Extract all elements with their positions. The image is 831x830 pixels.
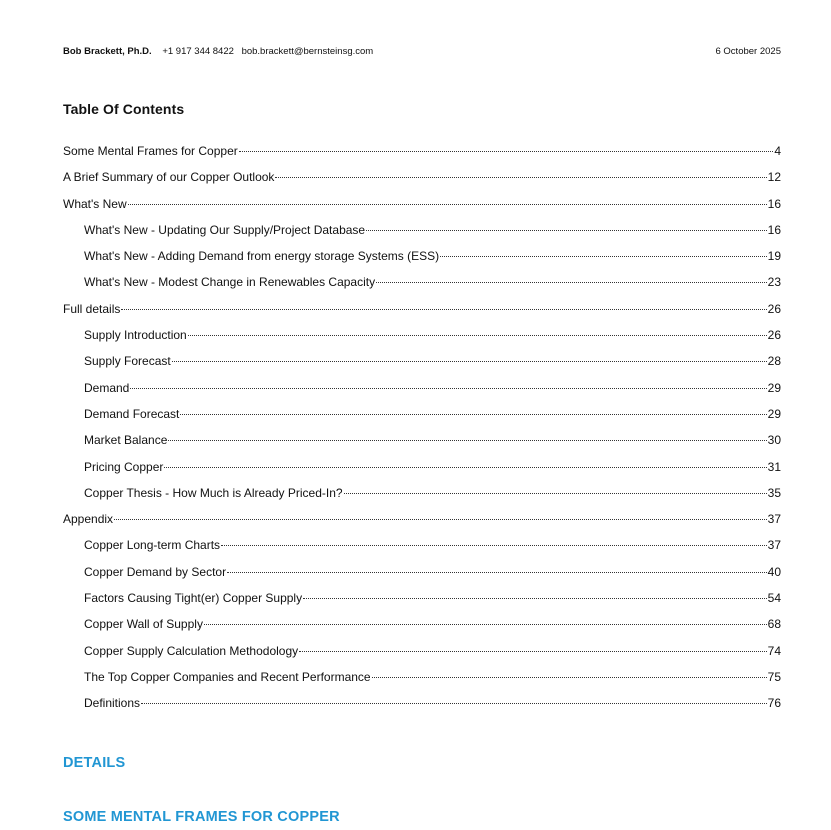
toc-entry-label: Copper Long-term Charts	[84, 538, 221, 553]
toc-entry-label: Demand	[84, 380, 130, 395]
toc-entry-page: 26	[767, 328, 781, 343]
toc-entry-label: Pricing Copper	[84, 459, 164, 474]
toc-entry-label: What's New - Adding Demand from energy storage Systems (ESS)	[84, 249, 440, 264]
toc-dot-leader	[172, 361, 767, 362]
toc-dot-leader	[440, 256, 767, 257]
section-heading-mental-frames: SOME MENTAL FRAMES FOR COPPER	[63, 809, 340, 825]
toc-entry[interactable]	[63, 143, 781, 169]
toc-entry-page: 74	[767, 643, 781, 658]
toc-entry[interactable]	[63, 511, 781, 537]
toc-entry-label: Supply Introduction	[84, 328, 187, 343]
toc-dot-leader	[227, 572, 767, 573]
toc-entry-label: What's New - Updating Our Supply/Project Database	[84, 222, 366, 237]
toc-dot-leader	[204, 624, 767, 625]
toc-entry-label: Some Mental Frames for Copper	[63, 144, 238, 158]
toc-entry-label: A Brief Summary of our Copper Outlook	[63, 170, 275, 185]
toc-entry-page: 16	[767, 222, 781, 237]
toc-entry-label: Demand Forecast	[84, 406, 180, 421]
toc-entry-page: 31	[767, 459, 781, 474]
toc-entry[interactable]	[63, 695, 781, 721]
toc-dot-leader	[221, 545, 767, 546]
toc-dot-leader	[299, 651, 767, 652]
toc-entry-label: Full details	[63, 301, 121, 316]
toc-dot-leader	[168, 440, 766, 441]
toc-dot-leader	[164, 467, 766, 468]
toc-entry-page: 75	[767, 669, 781, 684]
toc-entry[interactable]	[63, 459, 781, 485]
toc-entry-label: Appendix	[63, 512, 114, 527]
toc-entry-page: 29	[767, 406, 781, 421]
toc-dot-leader	[128, 204, 767, 205]
toc-entry[interactable]	[63, 406, 781, 432]
toc-entry-page: 68	[767, 617, 781, 632]
toc-entry-page: 54	[767, 591, 781, 606]
toc-dot-leader	[121, 309, 766, 310]
toc-entry-page: 76	[767, 696, 781, 711]
toc-entry[interactable]	[63, 327, 781, 353]
toc-entry-label: The Top Copper Companies and Recent Performance	[84, 669, 371, 684]
toc-dot-leader	[275, 177, 766, 178]
section-heading-details: DETAILS	[63, 755, 126, 771]
toc-entry[interactable]	[63, 353, 781, 379]
toc-entry-label: Factors Causing Tight(er) Copper Supply	[84, 591, 303, 606]
toc-entry-page: 16	[767, 196, 781, 211]
author-name: Bob Brackett, Ph.D.	[63, 46, 152, 57]
header-contact	[63, 46, 373, 58]
toc-entry-label: Copper Wall of Supply	[84, 617, 203, 632]
toc-dot-leader	[130, 388, 766, 389]
author-phone: +1 917 344 8422	[162, 46, 234, 57]
toc-entry-page: 23	[767, 275, 781, 290]
toc-entry-label: Copper Demand by Sector	[84, 564, 227, 579]
toc-entry-page: 40	[767, 564, 781, 579]
toc-dot-leader	[376, 282, 767, 283]
toc-entry[interactable]	[63, 564, 781, 590]
toc-entry-page: 35	[767, 485, 781, 500]
toc-entry[interactable]	[63, 248, 781, 274]
toc-entry-label: What's New - Modest Change in Renewables Capacity	[84, 275, 376, 290]
toc-title: Table Of Contents	[63, 101, 185, 117]
toc-entry-page: 30	[767, 433, 781, 448]
toc-entry[interactable]	[63, 222, 781, 248]
toc-entry-page: 4	[774, 144, 781, 158]
toc-entry-page: 37	[767, 538, 781, 553]
toc-entry-label: Copper Thesis - How Much is Already Priced-In?	[84, 485, 343, 500]
toc-dot-leader	[366, 230, 767, 231]
toc-entry-label: Definitions	[84, 696, 141, 711]
toc-entry[interactable]	[63, 169, 781, 195]
toc-entry-label: Copper Supply Calculation Methodology	[84, 643, 299, 658]
toc-dot-leader	[372, 677, 767, 678]
toc-entry-page: 37	[767, 512, 781, 527]
toc-dot-leader	[180, 414, 766, 415]
toc-entry-page: 26	[767, 301, 781, 316]
toc-entry[interactable]	[63, 274, 781, 300]
toc-dot-leader	[114, 519, 767, 520]
toc-entry-page: 28	[767, 354, 781, 369]
toc-entry-page: 12	[767, 170, 781, 185]
toc-entry-label: Market Balance	[84, 433, 168, 448]
toc-entry[interactable]	[63, 380, 781, 406]
toc-entry[interactable]	[63, 485, 781, 511]
toc-entry-label: Supply Forecast	[84, 354, 171, 369]
toc-entry-page: 29	[767, 380, 781, 395]
toc-entry[interactable]	[63, 616, 781, 642]
toc-entry[interactable]	[63, 301, 781, 327]
toc-dot-leader	[303, 598, 767, 599]
toc-dot-leader	[188, 335, 767, 336]
table-of-contents	[63, 143, 781, 722]
toc-entry[interactable]	[63, 196, 781, 222]
toc-entry-label: What's New	[63, 196, 127, 211]
toc-dot-leader	[239, 151, 774, 152]
toc-dot-leader	[344, 493, 767, 494]
toc-entry[interactable]	[63, 590, 781, 616]
author-email[interactable]: bob.brackett@bernsteinsg.com	[241, 46, 374, 57]
toc-entry[interactable]	[63, 537, 781, 563]
page-header	[63, 46, 781, 58]
toc-entry[interactable]	[63, 432, 781, 458]
toc-entry[interactable]	[63, 643, 781, 669]
toc-dot-leader	[141, 703, 767, 704]
report-date: 6 October 2025	[715, 46, 781, 57]
toc-entry[interactable]	[63, 669, 781, 695]
toc-entry-page: 19	[767, 249, 781, 264]
